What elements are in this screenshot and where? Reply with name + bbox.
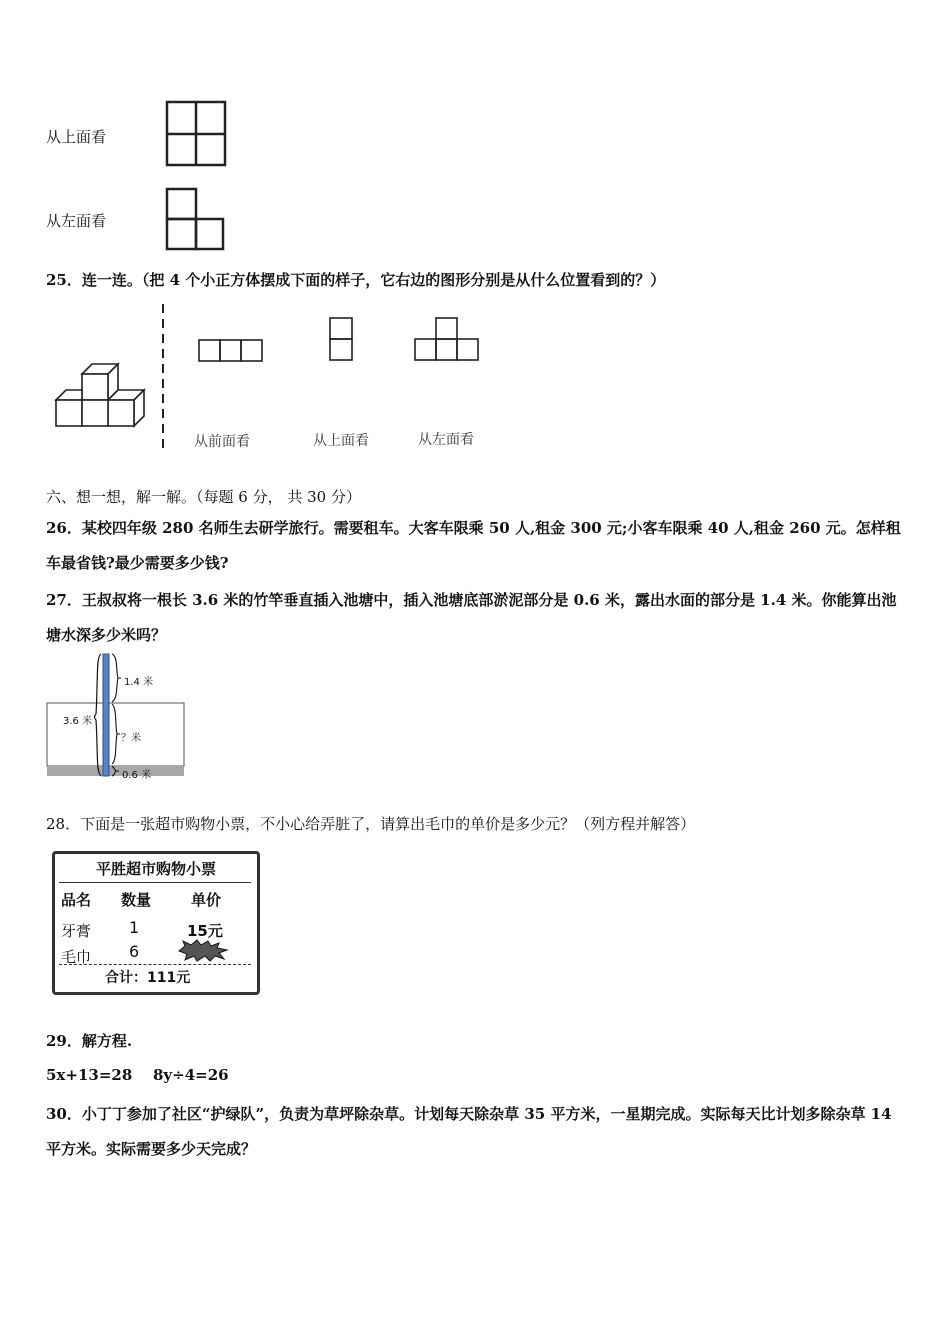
receipt-row-qty: 1 xyxy=(129,918,140,937)
receipt-row-price: 15元 xyxy=(187,922,223,940)
front-view-figure xyxy=(198,339,266,363)
label-view-left: 从左面看 xyxy=(46,212,107,230)
receipt-title: 平胜超市购物小票 xyxy=(95,860,216,878)
section-6-title: 六、想一想，解一解。（每题 6 分， 共 30 分） xyxy=(46,488,361,506)
label-above-water: 1.4 米 xyxy=(124,677,154,688)
receipt-header-price: 单价 xyxy=(191,891,222,909)
left-view-figure-q25 xyxy=(414,317,482,363)
label-front-view: 从前面看 xyxy=(194,434,250,450)
question-25: 25．连一连。（把 4 个小正方体摆成下面的样子，它右边的图形分别是从什么位置看到的？） xyxy=(46,271,666,289)
equation-1: 5x+13=28 xyxy=(46,1066,133,1084)
label-total-length: 3.6 米 xyxy=(63,716,93,727)
receipt-total: 合计：111元 xyxy=(105,970,191,986)
stain-blot-icon xyxy=(177,940,229,962)
question-28: 28．下面是一张超市购物小票，不小心给弄脏了，请算出毛巾的单价是多少元？（列方程并解答） xyxy=(46,815,696,833)
left-view-figure xyxy=(166,188,226,252)
question-27: 27．王叔叔将一根长 3.6 米的竹竿垂直插入池塘中，插入池塘底部淤泥部分是 0.6 米，露出水面的部分是 1.4 米。你能算出池塘水深多少米吗？ xyxy=(46,591,897,644)
receipt-header-qty: 数量 xyxy=(121,891,152,909)
label-left-view: 从左面看 xyxy=(418,432,474,448)
equation-2: 8y÷4=26 xyxy=(153,1066,229,1084)
receipt-header-name: 品名 xyxy=(61,891,92,909)
receipt-row-name: 毛巾 xyxy=(61,948,92,966)
receipt-row-name: 牙膏 xyxy=(61,922,92,940)
question-26: 26．某校四年级 280 名师生去研学旅行。需要租车。大客车限乘 50 人,租金 300 元;小客车限乘 40 人,租金 260 元。怎样租车最省钱?最少需要多少钱? xyxy=(46,519,901,572)
question-29: 29．解方程. xyxy=(46,1032,133,1050)
label-top-view: 从上面看 xyxy=(313,433,369,449)
receipt-row-qty: 6 xyxy=(129,942,140,961)
top-view-figure-q25 xyxy=(329,317,355,363)
label-view-top: 从上面看 xyxy=(46,128,107,146)
question-30: 30．小丁丁参加了社区“护绿队”，负责为草坪除杂草。计划每天除杂草 35 平方米，一星期完成。实际每天比计划多除杂草 14 平方米。实际需要多少天完成？ xyxy=(46,1105,892,1158)
top-view-figure xyxy=(166,101,226,167)
label-water-depth: ？米 xyxy=(121,733,141,744)
receipt xyxy=(52,851,260,995)
label-mud-depth: 0.6 米 xyxy=(122,770,152,781)
divider-dashed-line xyxy=(160,304,166,450)
cube-stack-figure xyxy=(52,362,148,432)
